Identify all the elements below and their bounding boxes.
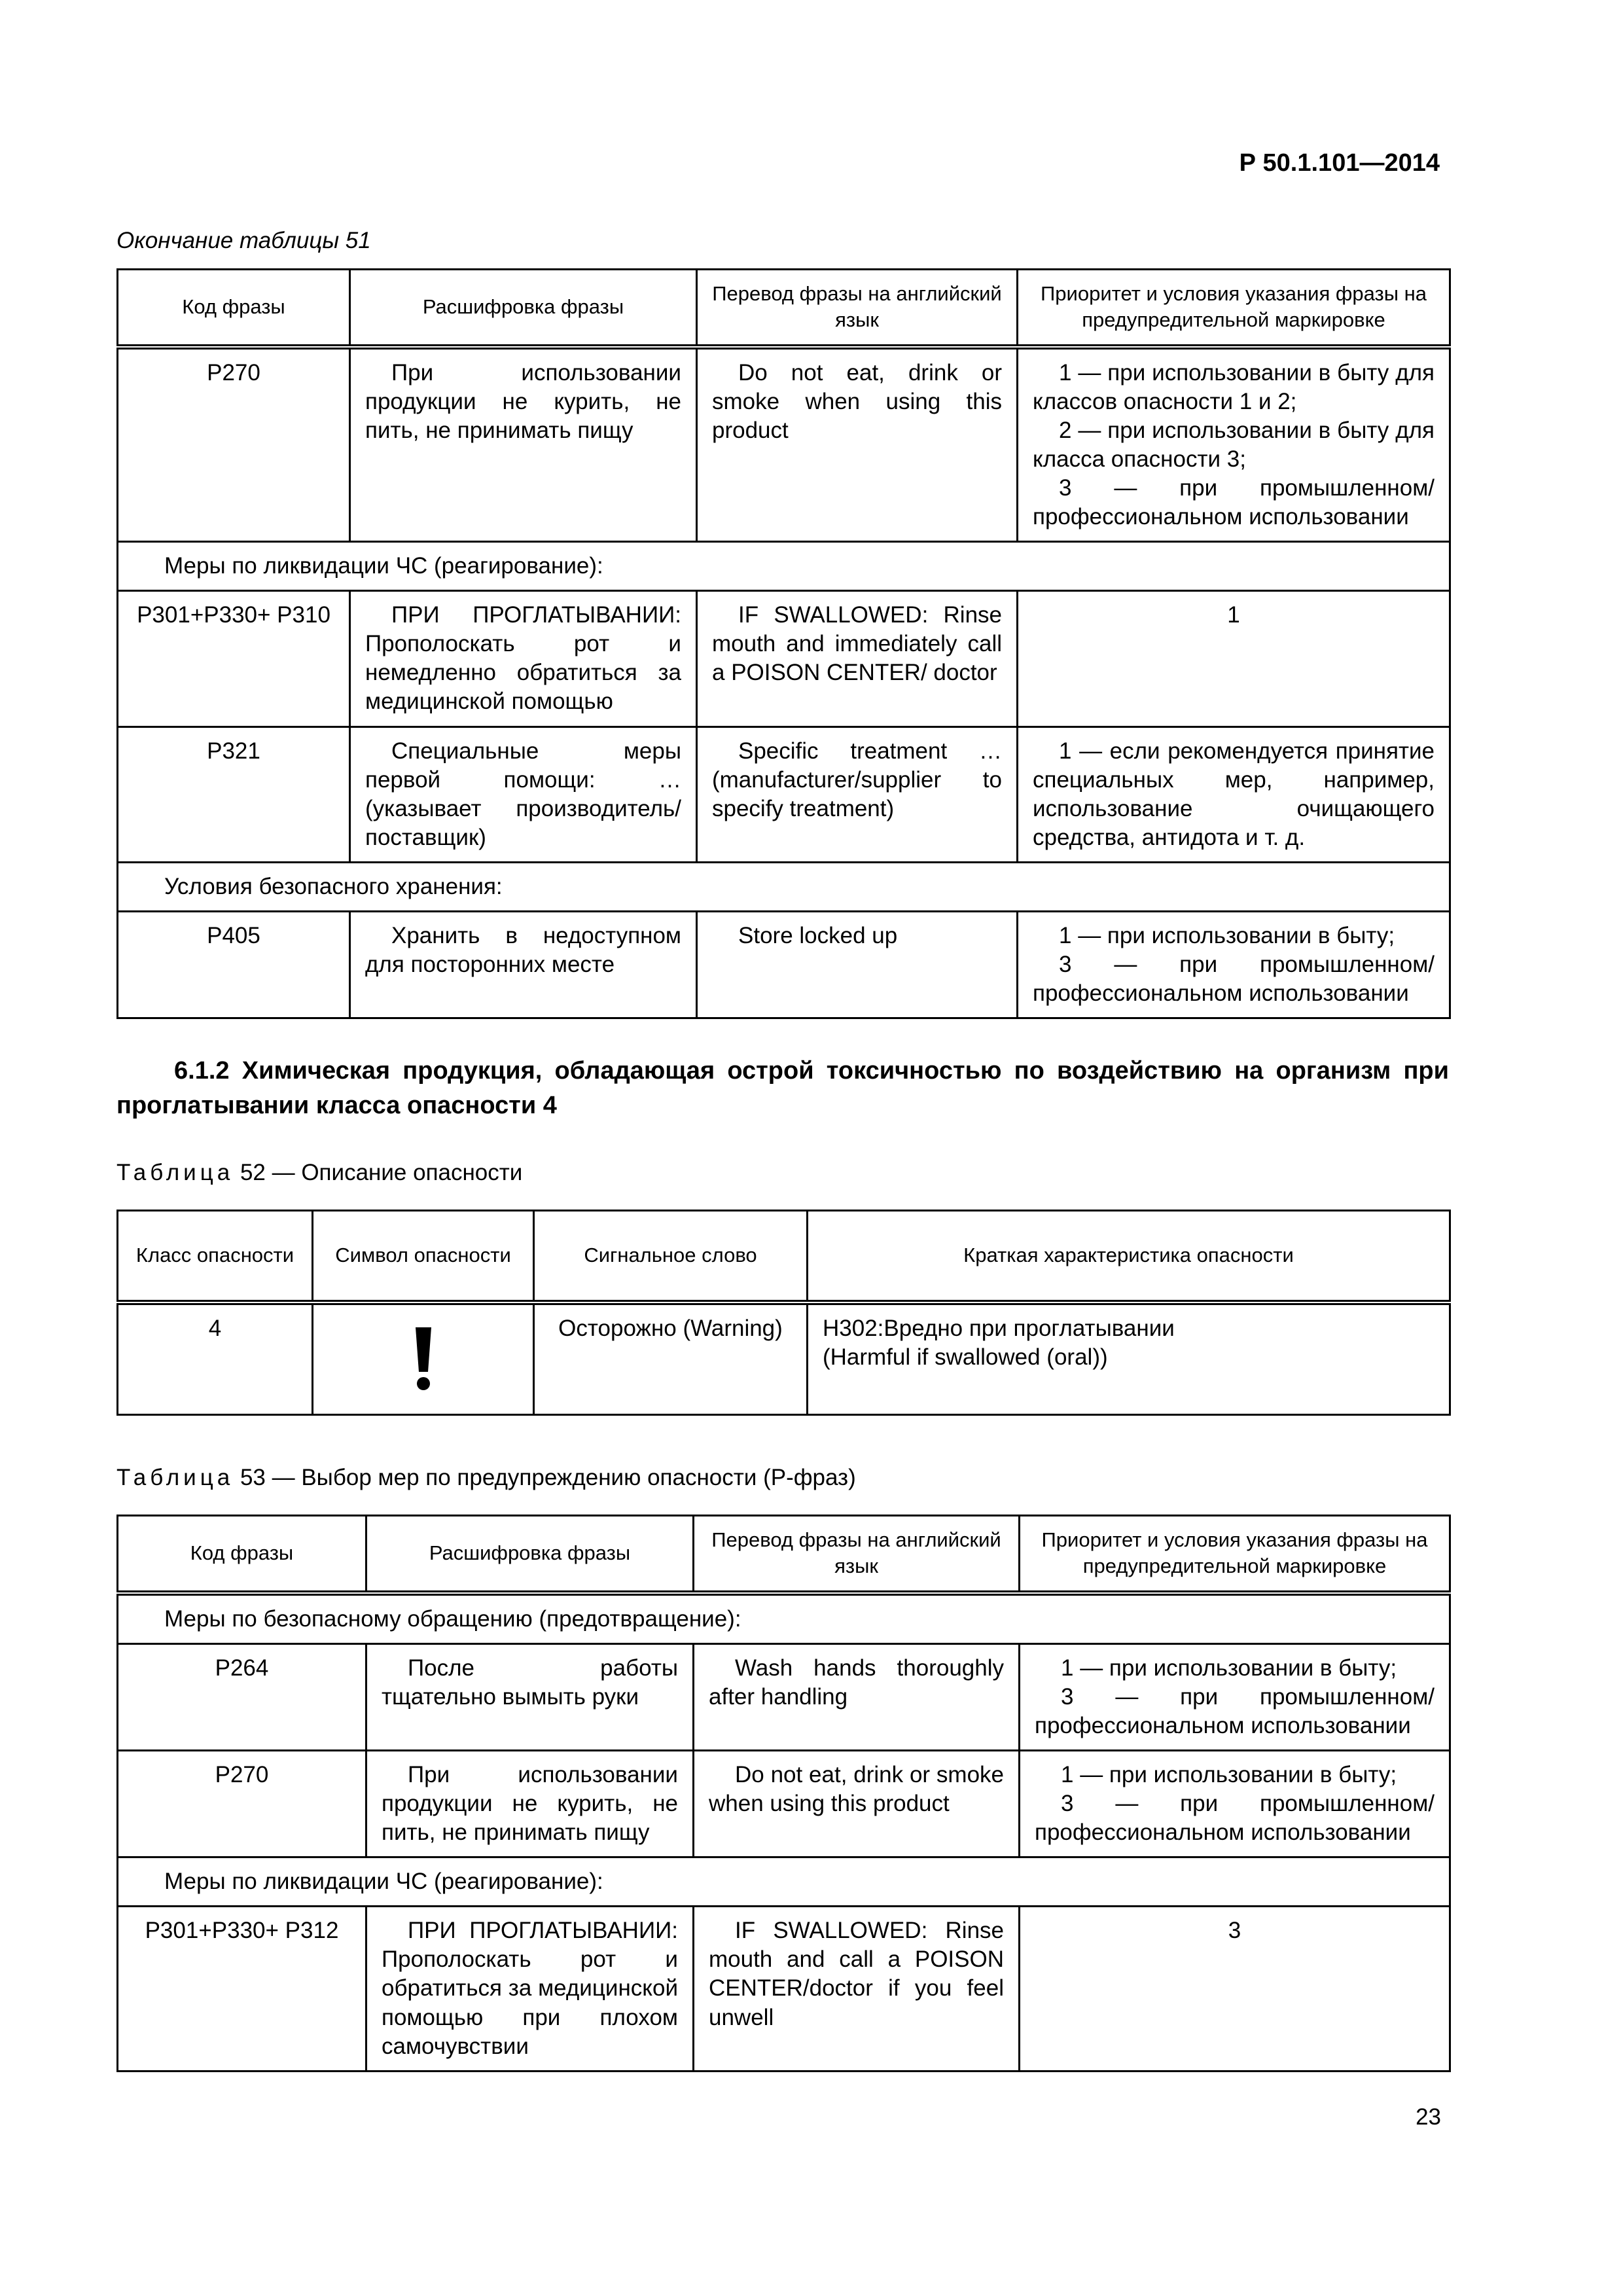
phrase-decoding: После работы тщательно вымыть руки: [366, 1643, 694, 1750]
phrase-translation: Do not eat, drink or smoke when using this product: [697, 347, 1018, 542]
phrase-priority: [1020, 1750, 1450, 1857]
table52: [116, 1210, 1451, 1416]
priority-line: 1 — при использовании в быту;: [1061, 1655, 1397, 1681]
phrase-code: P301+P330+ P310: [118, 591, 350, 726]
priority-line: 1 — если рекомендуется принятие специальных мер, например, использование очищающего средства, антидота и т. д.: [1033, 738, 1435, 850]
phrase-code: P321: [118, 726, 350, 862]
page-number: 23: [1416, 2104, 1441, 2130]
priority-line: 3 — при промышленном/профессиональном использовании: [1033, 475, 1435, 529]
table51-header-code: Код фразы: [118, 270, 350, 347]
hazard-ru: H302:Вредно при проглатывании: [823, 1315, 1175, 1341]
hazard-description: [808, 1302, 1450, 1415]
phrase-code: P264: [118, 1643, 366, 1750]
table-row: [118, 1302, 1450, 1415]
table-row: [118, 1643, 1450, 1750]
exclamation-mark-icon: [410, 1326, 437, 1391]
table-row: [118, 1750, 1450, 1857]
phrase-priority: 3: [1020, 1907, 1450, 2071]
section-label: Меры по безопасному обращению (предотвращение):: [118, 1593, 1450, 1644]
phrase-priority: [1018, 726, 1450, 862]
phrase-priority: [1018, 347, 1450, 542]
table-row: [118, 1907, 1450, 2071]
section-row: [118, 542, 1450, 591]
signal-word: Осторожно (Warning): [534, 1302, 808, 1415]
table51-header-translation: Перевод фразы на английский язык: [697, 270, 1018, 347]
section-row: [118, 1593, 1450, 1644]
phrase-code: P405: [118, 912, 350, 1018]
phrase-decoding: При использовании продукции не курить, не пить, не принимать пищу: [350, 347, 697, 542]
phrase-priority: [1020, 1643, 1450, 1750]
table52-header-class: Класс опасности: [118, 1211, 313, 1302]
priority-line: 1 — при использовании в быту;: [1061, 1761, 1397, 1787]
phrase-translation: Store locked up: [697, 912, 1018, 1018]
phrase-decoding: ПРИ ПРОГЛАТЫВАНИИ: Прополоскать рот и обратиться за медицинской помощью при плохом самочувствии: [366, 1907, 694, 2071]
phrase-decoding: При использовании продукции не курить, не пить, не принимать пищу: [366, 1750, 694, 1857]
table52-header-hazard: Краткая характеристика опасности: [808, 1211, 1450, 1302]
phrase-translation: IF SWALLOWED: Rinse mouth and call a POISON CENTER/doctor if you feel unwell: [694, 1907, 1020, 2071]
section-label: Меры по ликвидации ЧС (реагирование):: [118, 542, 1450, 591]
table53-header-priority: Приоритет и условия указания фразы на предупредительной маркировке: [1020, 1516, 1450, 1593]
phrase-code: P270: [118, 347, 350, 542]
table52-caption-prefix: Таблица: [116, 1160, 234, 1185]
phrase-code: P270: [118, 1750, 366, 1857]
hazard-symbol: [313, 1302, 534, 1415]
priority-line: 3 — при промышленном/профессиональном использовании: [1035, 1683, 1435, 1738]
phrase-decoding: Хранить в недоступном для посторонних месте: [350, 912, 697, 1018]
section-heading: 6.1.2 Химическая продукция, обладающая острой токсичностью по воздействию на организм при проглатывании класса опасности 4: [116, 1057, 1449, 1120]
table52-caption-text: 52 — Описание опасности: [234, 1160, 523, 1185]
table52-caption: [116, 1160, 522, 1186]
table51-header-decoding: Расшифровка фразы: [350, 270, 697, 347]
table-row: [118, 591, 1450, 726]
section-label: Условия безопасного хранения:: [118, 862, 1450, 911]
table-row: [118, 347, 1450, 542]
table53-caption: [116, 1465, 856, 1491]
table52-header-symbol: Символ опасности: [313, 1211, 534, 1302]
table-row: [118, 912, 1450, 1018]
document-code: Р 50.1.101—2014: [1239, 149, 1440, 177]
priority-line: 1 — при использовании в быту для классов опасности 1 и 2;: [1033, 359, 1435, 414]
table53-header-decoding: Расшифровка фразы: [366, 1516, 694, 1593]
phrase-decoding: ПРИ ПРОГЛАТЫВАНИИ: Прополоскать рот и немедленно обратиться за медицинской помощью: [350, 591, 697, 726]
phrase-translation: Specific treatment … (manufacturer/supplier to specify treatment): [697, 726, 1018, 862]
phrase-translation: Wash hands thoroughly after handling: [694, 1643, 1020, 1750]
phrase-priority: [1018, 912, 1450, 1018]
hazard-en: (Harmful if swallowed (oral)): [823, 1344, 1108, 1370]
table52-header-signal: Сигнальное слово: [534, 1211, 808, 1302]
table53: [116, 1515, 1451, 2072]
table53-header-code: Код фразы: [118, 1516, 366, 1593]
phrase-translation: IF SWALLOWED: Rinse mouth and immediately call a POISON CENTER/ doctor: [697, 591, 1018, 726]
priority-line: 2 — при использовании в быту для класса опасности 3;: [1033, 417, 1435, 472]
phrase-translation: Do not eat, drink or smoke when using this product: [694, 1750, 1020, 1857]
table53-caption-prefix: Таблица: [116, 1465, 234, 1490]
priority-line: 3 — при промышленном/ профессиональном использовании: [1033, 952, 1435, 1007]
table53-header-translation: Перевод фразы на английский язык: [694, 1516, 1020, 1593]
phrase-decoding: Специальные меры первой помощи: … (указывает производитель/поставщик): [350, 726, 697, 862]
table53-caption-text: 53 — Выбор мер по предупреждению опасности (Р-фраз): [234, 1465, 856, 1490]
table51-caption: Окончание таблицы 51: [116, 228, 371, 253]
phrase-code: P301+P330+ P312: [118, 1907, 366, 2071]
section-row: [118, 862, 1450, 911]
priority-line: 1 — при использовании в быту;: [1059, 923, 1395, 948]
table-row: [118, 726, 1450, 862]
section-label: Меры по ликвидации ЧС (реагирование):: [118, 1857, 1450, 1907]
section-row: [118, 1857, 1450, 1907]
table51: [116, 268, 1451, 1019]
priority-line: 3 — при промышленном/профессиональном использовании: [1035, 1790, 1435, 1846]
phrase-priority: 1: [1018, 591, 1450, 726]
hazard-class: 4: [118, 1302, 313, 1415]
table51-header-priority: Приоритет и условия указания фразы на предупредительной маркировке: [1018, 270, 1450, 347]
